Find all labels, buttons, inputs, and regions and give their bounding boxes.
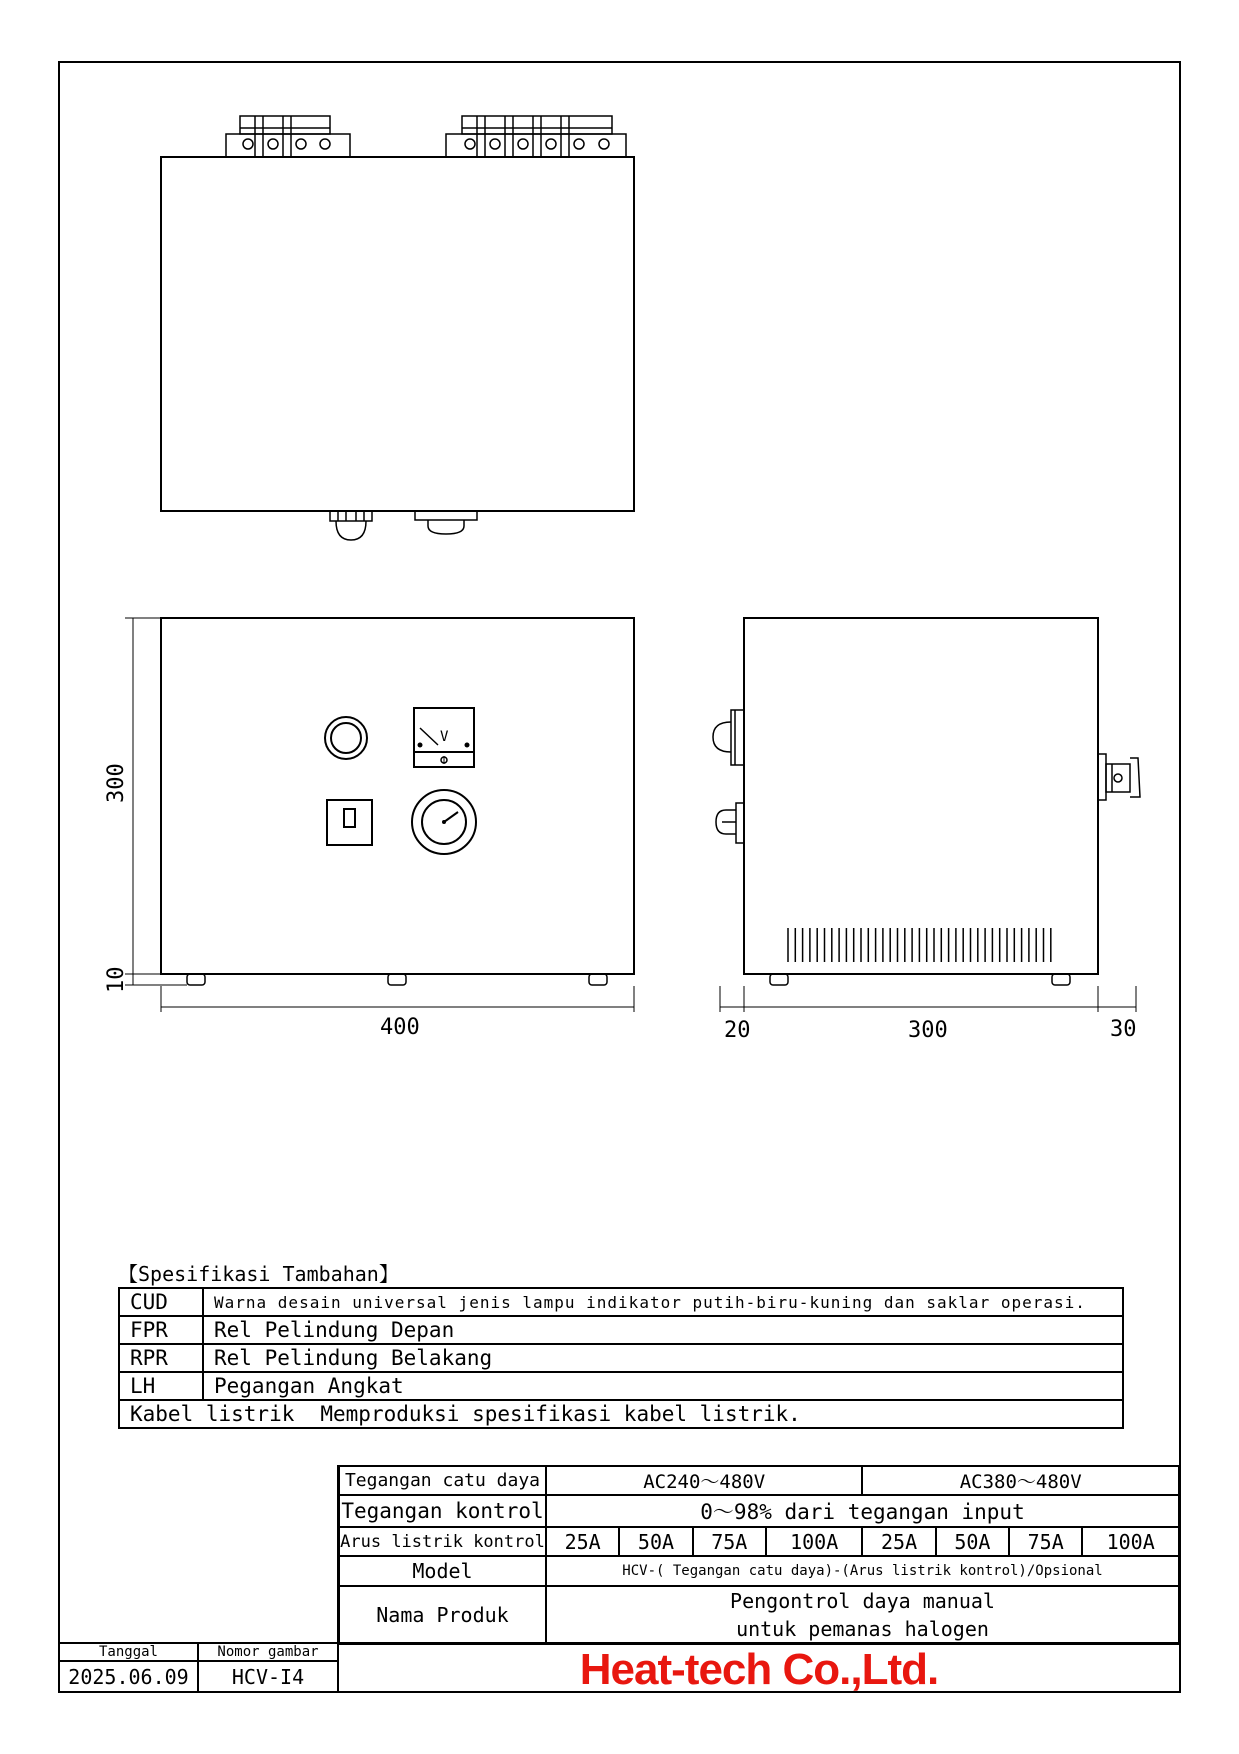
- foot: [589, 974, 607, 985]
- spec-code: LH: [119, 1372, 203, 1400]
- product-name-value: [546, 1586, 1179, 1644]
- knob-side: [716, 803, 744, 843]
- cable-spec: [119, 1400, 1123, 1428]
- spec-description: Rel Pelindung Belakang: [203, 1344, 1123, 1372]
- spec-description: Pegangan Angkat: [203, 1372, 1123, 1400]
- terminal-block-left: [226, 116, 350, 157]
- front-view-body: [161, 618, 634, 974]
- front-dimensions: [125, 618, 634, 1012]
- side-view: [713, 618, 1140, 1012]
- additional-specs-table: [118, 1287, 1124, 1429]
- control-current-option: 50A: [619, 1527, 692, 1556]
- drawing-number-label: Nomor gambar: [217, 1644, 319, 1660]
- product-name-line2: untuk pemanas halogen: [736, 1617, 989, 1641]
- table-row: [119, 1288, 1123, 1316]
- terminal-block-right: [446, 116, 626, 157]
- dim-side-front: 20: [724, 1018, 751, 1043]
- control-current-option: 50A: [936, 1527, 1009, 1556]
- table-row: [119, 1372, 1123, 1400]
- supply-voltage-label: Tegangan catu daya: [339, 1466, 546, 1495]
- ventilation-slots: [788, 928, 1051, 962]
- drawing-frame: [59, 62, 1180, 1692]
- table-row: [339, 1495, 1179, 1527]
- model-label: Model: [339, 1556, 546, 1586]
- control-knob: [412, 790, 476, 854]
- table-row: [339, 1466, 1179, 1495]
- knob-top-view: [415, 511, 477, 534]
- foot: [770, 974, 788, 985]
- product-name-label: Nama Produk: [339, 1586, 546, 1644]
- control-voltage-label: Tegangan kontrol: [339, 1495, 546, 1527]
- operation-switch: [327, 800, 372, 845]
- date-label: Tanggal: [98, 1644, 158, 1660]
- cable-description: Memproduksi spesifikasi kabel listrik.: [320, 1402, 801, 1426]
- control-current-option: 100A: [766, 1527, 862, 1556]
- table-row: [119, 1344, 1123, 1372]
- foot: [388, 974, 406, 985]
- control-current-option: 100A: [1082, 1527, 1179, 1556]
- indicator-lamp-side: [713, 710, 744, 765]
- control-voltage-value: 0〜98% dari tegangan input: [546, 1495, 1179, 1527]
- product-spec-table: [338, 1465, 1180, 1645]
- spec-code: CUD: [119, 1288, 203, 1316]
- control-current-option: 75A: [693, 1527, 766, 1556]
- company-name: Heat-tech Co.,Ltd.: [579, 1645, 939, 1694]
- foot: [1052, 974, 1070, 985]
- top-view: [161, 116, 634, 540]
- additional-specs-heading: 【Spesifikasi Tambahan】: [118, 1262, 399, 1286]
- product-name-line1: Pengontrol daya manual: [730, 1589, 995, 1613]
- table-row: [339, 1586, 1179, 1644]
- drawing-number-value: HCV-I4: [231, 1665, 305, 1689]
- cable-label: Kabel listrik: [130, 1402, 295, 1426]
- top-view-body: [161, 157, 634, 511]
- spec-code: FPR: [119, 1316, 203, 1344]
- spec-description: Rel Pelindung Depan: [203, 1316, 1123, 1344]
- table-row: [339, 1556, 1179, 1586]
- control-current-option: 25A: [862, 1527, 935, 1556]
- side-view-body: [744, 618, 1098, 974]
- model-value: HCV-( Tegangan catu daya)-(Arus listrik kontrol)/Opsional: [546, 1556, 1179, 1586]
- dim-front-width: 400: [380, 1015, 420, 1040]
- indicator-lamp: [325, 717, 367, 759]
- indicator-lamp-top-view: [330, 511, 372, 540]
- spec-description: Warna desain universal jenis lampu indikator putih-biru-kuning dan saklar operasi.: [203, 1288, 1123, 1316]
- control-current-label: Arus listrik kontrol: [339, 1527, 546, 1556]
- terminal-side: [1098, 754, 1140, 800]
- control-current-option: 75A: [1009, 1527, 1082, 1556]
- side-dimensions: [720, 986, 1136, 1012]
- control-current-option: 25A: [546, 1527, 619, 1556]
- dim-side-depth: 300: [908, 1018, 948, 1043]
- table-row: [119, 1316, 1123, 1344]
- date-value: 2025.06.09: [68, 1665, 189, 1689]
- dim-side-rear: 30: [1110, 1017, 1137, 1042]
- dim-foot-height: 10: [104, 966, 129, 993]
- foot: [187, 974, 205, 985]
- dim-front-height: 300: [104, 763, 129, 803]
- front-view: [125, 618, 634, 1012]
- spec-code: RPR: [119, 1344, 203, 1372]
- supply-voltage-option: AC380〜480V: [862, 1466, 1179, 1495]
- supply-voltage-option: AC240〜480V: [546, 1466, 862, 1495]
- voltmeter-label: V: [440, 729, 449, 745]
- table-row: [119, 1400, 1123, 1428]
- table-row: [339, 1527, 1179, 1556]
